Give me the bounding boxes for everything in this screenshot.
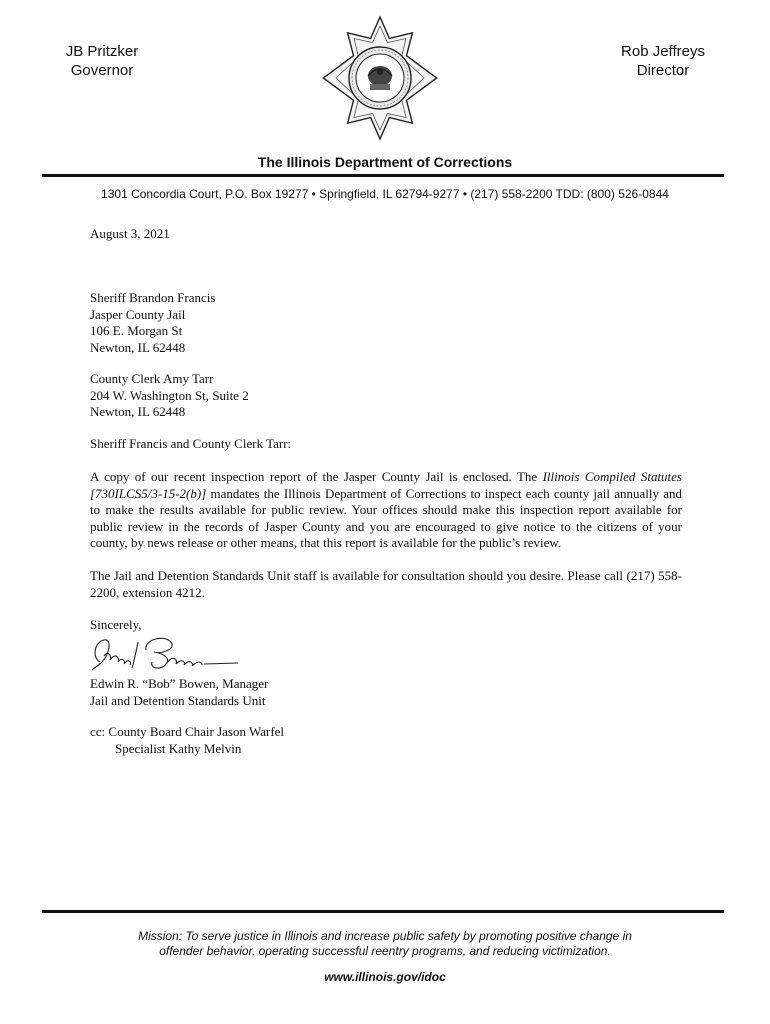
director-title: Director [636,62,690,79]
footer-divider [42,910,724,913]
recipient-line: County Clerk Amy Tarr [90,371,214,386]
recipient-line: Sheriff Brandon Francis [90,290,216,305]
cc-block [90,724,682,757]
mission-line: offender behavior, operating successful reentry programs, and reducing victimization. [159,944,611,958]
signature-image [86,632,246,676]
governor-title: Governor [70,62,134,79]
governor-name: JB Pritzker [65,43,139,60]
paragraph-text: mandates the Illinois Department of Corrections to inspect each county jail annually and to make the results available for public review. Your offices should make this inspection report available for public review in the records of Jasper County and you are encouraged to give notice to the citizens of your county, by news release or other means, that this report is available for the public’s review. [90,485,682,550]
department-address: 1301 Concordia Court, P.O. Box 19277 • Springfield, IL 62794-9277 • (217) 558-2200 TDD: (800) 526-0844 [101,187,669,201]
mission-line: Mission: To serve justice in Illinois and increase public safety by promoting positive change in [138,929,632,943]
recipient-line: Jasper County Jail [90,306,186,322]
paragraph-text: A copy of our recent inspection report of the Jasper County Jail is enclosed. The [90,469,543,484]
recipient-line: 204 W. Washington St, Suite 2 [90,387,249,403]
governor-block [42,42,162,80]
cc-line: Specialist Kathy Melvin [115,740,242,756]
paragraph-consultation: The Jail and Detention Standards Unit staff is available for consultation should you desire. Please call (217) 558-2200, extension 4212. [90,568,682,600]
signer-name: Edwin R. “Bob” Bowen, Manager [90,676,269,691]
recipient-line: Newton, IL 62448 [90,404,186,419]
cc-line: cc: County Board Chair Jason Warfel [90,724,285,739]
recipient-sheriff [90,290,682,356]
statute-citation: Illinois Compiled Statutes [730ILCS5/3-15-2(b)] [90,469,682,501]
signer-block [90,676,682,709]
signer-unit: Jail and Detention Standards Unit [90,692,266,708]
recipient-line: 106 E. Morgan St [90,323,183,338]
letter-date: August 3, 2021 [90,226,170,241]
director-block [604,42,722,80]
closing: Sincerely, [90,617,142,632]
paragraph-inspection [90,469,682,552]
website-link[interactable]: www.illinois.gov/idoc [324,970,446,984]
department-title: The Illinois Department of Corrections [257,154,513,170]
recipient-clerk [90,371,682,421]
illinois-doc-star-seal-icon [320,14,440,144]
header-divider [42,174,724,177]
mission-statement [0,929,770,959]
recipient-line: Newton, IL 62448 [90,339,186,355]
director-name: Rob Jeffreys [621,43,705,60]
salutation: Sheriff Francis and County Clerk Tarr: [90,436,292,451]
